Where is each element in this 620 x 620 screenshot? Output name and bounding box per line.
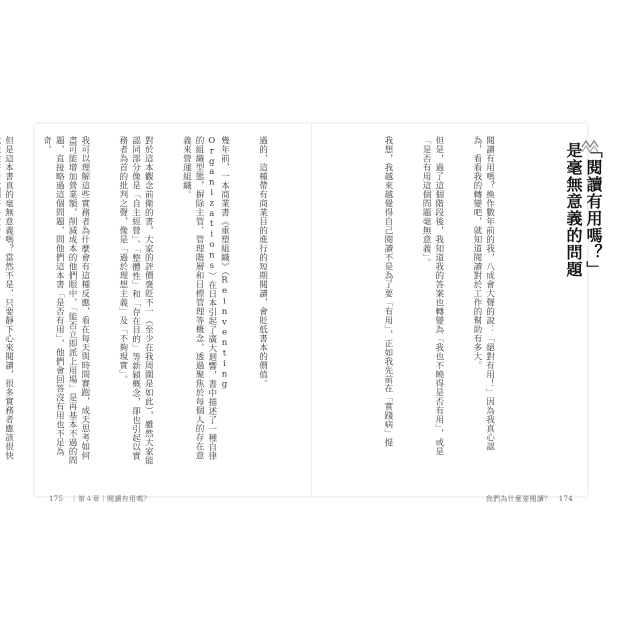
book-spread — [3, 124, 603, 503]
right-paragraph-2: 但是，過了這個階段後，我知道我的答案也轉變為「我也不曉得是否有用」，或是「是否有用這個問題毫無意義」。 — [421, 136, 444, 456]
left-paragraph-1: 過的，這種帶有商業目的進行的短期閱讀，會貶低書本的價值。 — [257, 136, 268, 388]
heading-line-2: 是毫無意義的問題 — [564, 142, 583, 278]
left-paragraph-5: 但是這本書真的毫無意義嗎？當然不是，只要靜下心來閱讀，很多實務者應該很快 — [3, 136, 14, 460]
right-paragraph-3: 我想，我越來越覺得自己閱讀不是為了要「有用」，正如我先前在「實踐病」提 — [382, 136, 393, 447]
left-paragraph-2: 幾年前，一本商業書《重塑組織》（Reinventing Organizations）在日本引起了廣大迴響，書中描述了一種自律的組織型態，摒除主管、管理階層和目標管理等概念，透過聚焦於每個人的存在意義來營運組織。 — [181, 136, 230, 461]
page-gutter — [311, 124, 312, 496]
left-paragraph-3: 對於這本觀念前衛的書，大家的評價褒貶不一（至少在我周圍是如此），雖然大家能認同部分像是「自主經營」、「整體性」和「存在目的」等新穎概念，卻也引起以實務者為首的批判之聲，像是「過於理想主義」及「不夠現實」。 — [117, 136, 154, 465]
left-paragraph-4: 我可以理解這些實務者為什麼會有這種反應，看在每天與時間賽跑，成天思考如何盡可能增加營業額，削減成本的他們眼中，「能否立即派上用場」是再基本不過的問題，直接略過這個問題，問他們這本書「是否有用」，他們會回答沒有用也不足為奇。 — [41, 136, 90, 465]
left-page-footer: 175 ｜第４章｜閱讀有用嗎？ — [49, 495, 151, 503]
right-paragraph-1: 閱讀有用嗎？換作數年前的我，八成會大聲的說：「絕對有用！」因為我真心認為，看看我的轉變吧，就知道閱讀對於工作的幫助有多大。 — [471, 136, 495, 451]
heading-line-1: 「閱讀有用嗎？」 — [584, 142, 603, 278]
left-page-body — [3, 136, 294, 466]
right-page-footer: 我們為什麼要閱讀？ 174 — [485, 495, 573, 503]
right-page-body — [341, 136, 521, 466]
section-heading — [563, 142, 603, 392]
